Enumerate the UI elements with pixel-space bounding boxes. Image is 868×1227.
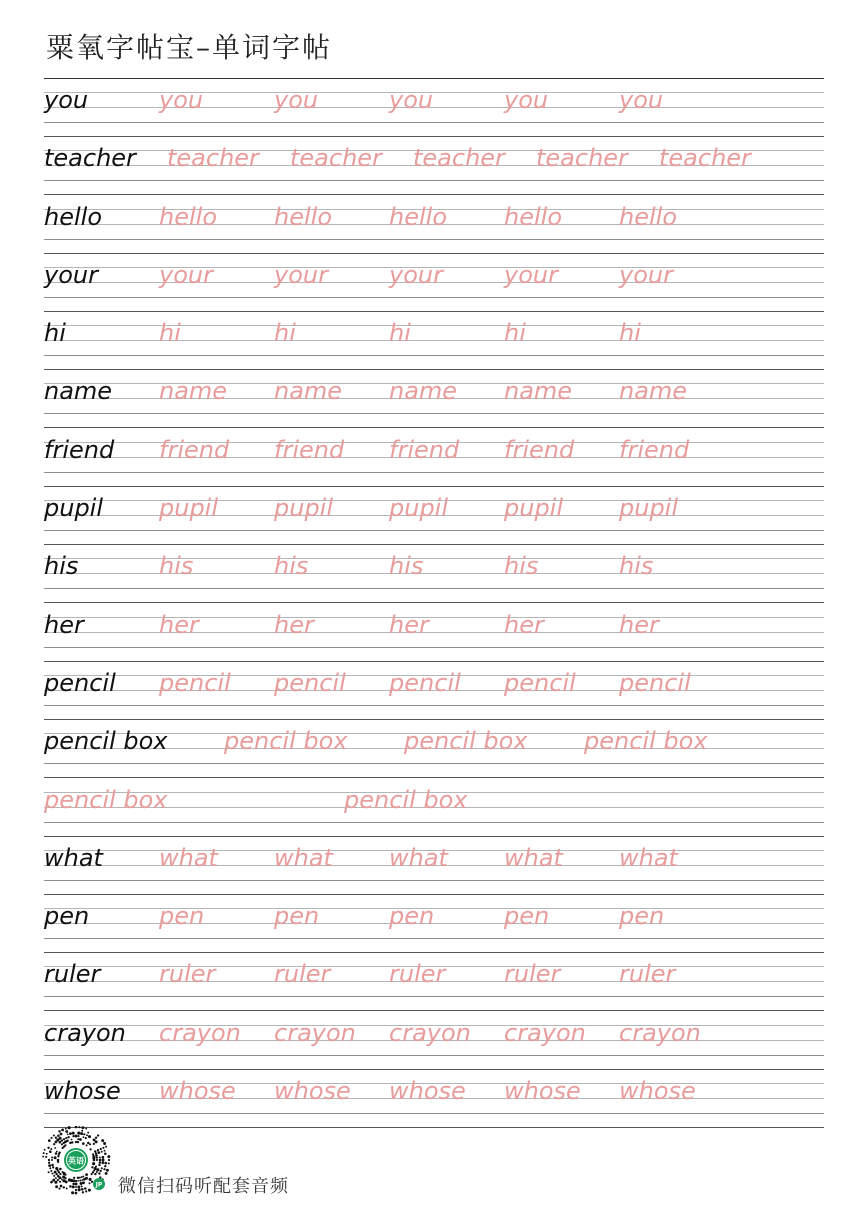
trace-word: pencil box xyxy=(224,727,348,756)
trace-word: ruler xyxy=(274,960,331,989)
trace-word: friend xyxy=(159,435,230,464)
practice-row xyxy=(44,836,824,894)
trace-word: pupil xyxy=(619,494,679,523)
trace-word: crayon xyxy=(274,1018,356,1047)
trace-word: your xyxy=(274,260,328,289)
trace-word: pen xyxy=(159,902,205,931)
model-word: what xyxy=(44,843,103,872)
trace-word: hi xyxy=(159,319,181,348)
guide-line xyxy=(44,1055,824,1056)
model-word: whose xyxy=(44,1077,121,1106)
trace-word: ruler xyxy=(619,960,676,989)
practice-row xyxy=(44,136,824,194)
guide-line xyxy=(44,938,824,939)
trace-word: hello xyxy=(159,202,217,231)
guide-line xyxy=(44,239,824,240)
practice-row xyxy=(44,78,824,136)
practice-row xyxy=(44,661,824,719)
trace-word: crayon xyxy=(159,1018,241,1047)
trace-word: crayon xyxy=(389,1018,471,1047)
model-word: you xyxy=(44,86,89,114)
trace-word: pencil xyxy=(389,668,461,697)
trace-word: her xyxy=(389,610,429,639)
trace-word: pen xyxy=(619,902,665,931)
qr-code-icon[interactable] xyxy=(40,1126,112,1198)
practice-row xyxy=(44,195,824,253)
practice-row xyxy=(44,1069,824,1127)
model-word: teacher xyxy=(44,144,136,173)
guide-line xyxy=(44,763,824,764)
trace-word: teacher xyxy=(536,144,628,173)
trace-word: you xyxy=(274,86,319,114)
trace-word: her xyxy=(159,610,199,639)
trace-word: you xyxy=(504,86,549,114)
trace-word: what xyxy=(159,843,218,872)
qr-corner-label: JP xyxy=(95,1181,103,1189)
practice-row xyxy=(44,719,824,777)
model-word: ruler xyxy=(44,960,101,989)
practice-rows xyxy=(44,78,824,1127)
trace-word: whose xyxy=(274,1077,351,1106)
guide-line xyxy=(44,647,824,648)
trace-word: ruler xyxy=(159,960,216,989)
trace-word: name xyxy=(274,377,343,406)
practice-row xyxy=(44,544,824,602)
trace-word: hello xyxy=(504,202,562,231)
guide-line xyxy=(44,180,824,181)
trace-word: your xyxy=(389,260,443,289)
guide-line xyxy=(44,530,824,531)
trace-word: hi xyxy=(274,319,296,348)
trace-word: hello xyxy=(619,202,677,231)
trace-word: name xyxy=(619,377,688,406)
trace-word: teacher xyxy=(167,144,259,173)
trace-word: whose xyxy=(159,1077,236,1106)
guide-line xyxy=(44,822,824,823)
page-title: 粟氧字帖宝–单词字帖 xyxy=(46,31,333,64)
trace-word: pen xyxy=(504,902,550,931)
guide-line xyxy=(44,1113,824,1114)
trace-word: friend xyxy=(619,435,690,464)
guide-line xyxy=(44,880,824,881)
trace-word: friend xyxy=(504,435,575,464)
trace-word: what xyxy=(274,843,333,872)
guide-line xyxy=(44,705,824,706)
trace-word: teacher xyxy=(659,144,751,173)
trace-word: pen xyxy=(274,902,320,931)
trace-word: name xyxy=(504,377,573,406)
trace-word: whose xyxy=(389,1077,466,1106)
guide-line xyxy=(44,413,824,414)
trace-word: her xyxy=(504,610,544,639)
practice-row xyxy=(44,778,824,836)
model-word: pen xyxy=(44,902,90,931)
trace-word: hello xyxy=(389,202,447,231)
trace-word: her xyxy=(274,610,314,639)
model-word: crayon xyxy=(44,1018,126,1047)
trace-word: pencil box xyxy=(404,727,528,756)
trace-word: friend xyxy=(389,435,460,464)
trace-word: pencil box xyxy=(584,727,708,756)
trace-word: pen xyxy=(389,902,435,931)
trace-word: your xyxy=(159,260,213,289)
model-word: pupil xyxy=(44,494,104,523)
trace-word: his xyxy=(619,552,654,581)
model-word: hello xyxy=(44,202,102,231)
practice-row xyxy=(44,311,824,369)
practice-row xyxy=(44,486,824,544)
trace-word: whose xyxy=(504,1077,581,1106)
trace-word: his xyxy=(504,552,539,581)
trace-word: you xyxy=(389,86,434,114)
practice-row xyxy=(44,253,824,311)
trace-word: pencil xyxy=(274,668,346,697)
practice-row xyxy=(44,1011,824,1069)
model-word: pencil box xyxy=(44,727,168,756)
practice-row xyxy=(44,603,824,661)
trace-word: you xyxy=(619,86,664,114)
trace-word: pupil xyxy=(504,494,564,523)
trace-word: name xyxy=(159,377,228,406)
guide-line xyxy=(44,588,824,589)
trace-word: pencil box xyxy=(344,785,468,814)
trace-word: your xyxy=(504,260,558,289)
model-word: your xyxy=(44,260,98,289)
model-word: pencil xyxy=(44,668,116,697)
trace-word: crayon xyxy=(619,1018,701,1047)
footer xyxy=(40,1126,440,1206)
guide-line xyxy=(44,122,824,123)
practice-row xyxy=(44,894,824,952)
model-word: friend xyxy=(44,435,115,464)
guide-line xyxy=(44,472,824,473)
practice-row xyxy=(44,952,824,1010)
trace-word: hi xyxy=(504,319,526,348)
trace-word: pencil box xyxy=(44,785,168,814)
trace-word: what xyxy=(504,843,563,872)
qr-badge-label: 英语 xyxy=(68,1156,84,1166)
trace-word: friend xyxy=(274,435,345,464)
practice-row xyxy=(44,428,824,486)
trace-word: crayon xyxy=(504,1018,586,1047)
guide-line xyxy=(44,996,824,997)
trace-word: ruler xyxy=(389,960,446,989)
practice-row xyxy=(44,369,824,427)
trace-word: his xyxy=(159,552,194,581)
trace-word: pupil xyxy=(274,494,334,523)
model-word: her xyxy=(44,610,84,639)
trace-word: teacher xyxy=(290,144,382,173)
trace-word: pencil xyxy=(159,668,231,697)
trace-word: you xyxy=(159,86,204,114)
model-word: his xyxy=(44,552,79,581)
trace-word: hello xyxy=(274,202,332,231)
guide-line xyxy=(44,297,824,298)
trace-word: teacher xyxy=(413,144,505,173)
model-word: name xyxy=(44,377,113,406)
model-word: hi xyxy=(44,319,66,348)
scan-instruction: 微信扫码听配套音频 xyxy=(118,1176,289,1197)
trace-word: your xyxy=(619,260,673,289)
trace-word: what xyxy=(389,843,448,872)
trace-word: his xyxy=(274,552,309,581)
trace-word: pupil xyxy=(159,494,219,523)
trace-word: her xyxy=(619,610,659,639)
trace-word: hi xyxy=(619,319,641,348)
trace-word: ruler xyxy=(504,960,561,989)
trace-word: pencil xyxy=(504,668,576,697)
trace-word: name xyxy=(389,377,458,406)
trace-word: whose xyxy=(619,1077,696,1106)
trace-word: pupil xyxy=(389,494,449,523)
trace-word: pencil xyxy=(619,668,691,697)
trace-word: what xyxy=(619,843,678,872)
trace-word: his xyxy=(389,552,424,581)
guide-line xyxy=(44,355,824,356)
trace-word: hi xyxy=(389,319,411,348)
